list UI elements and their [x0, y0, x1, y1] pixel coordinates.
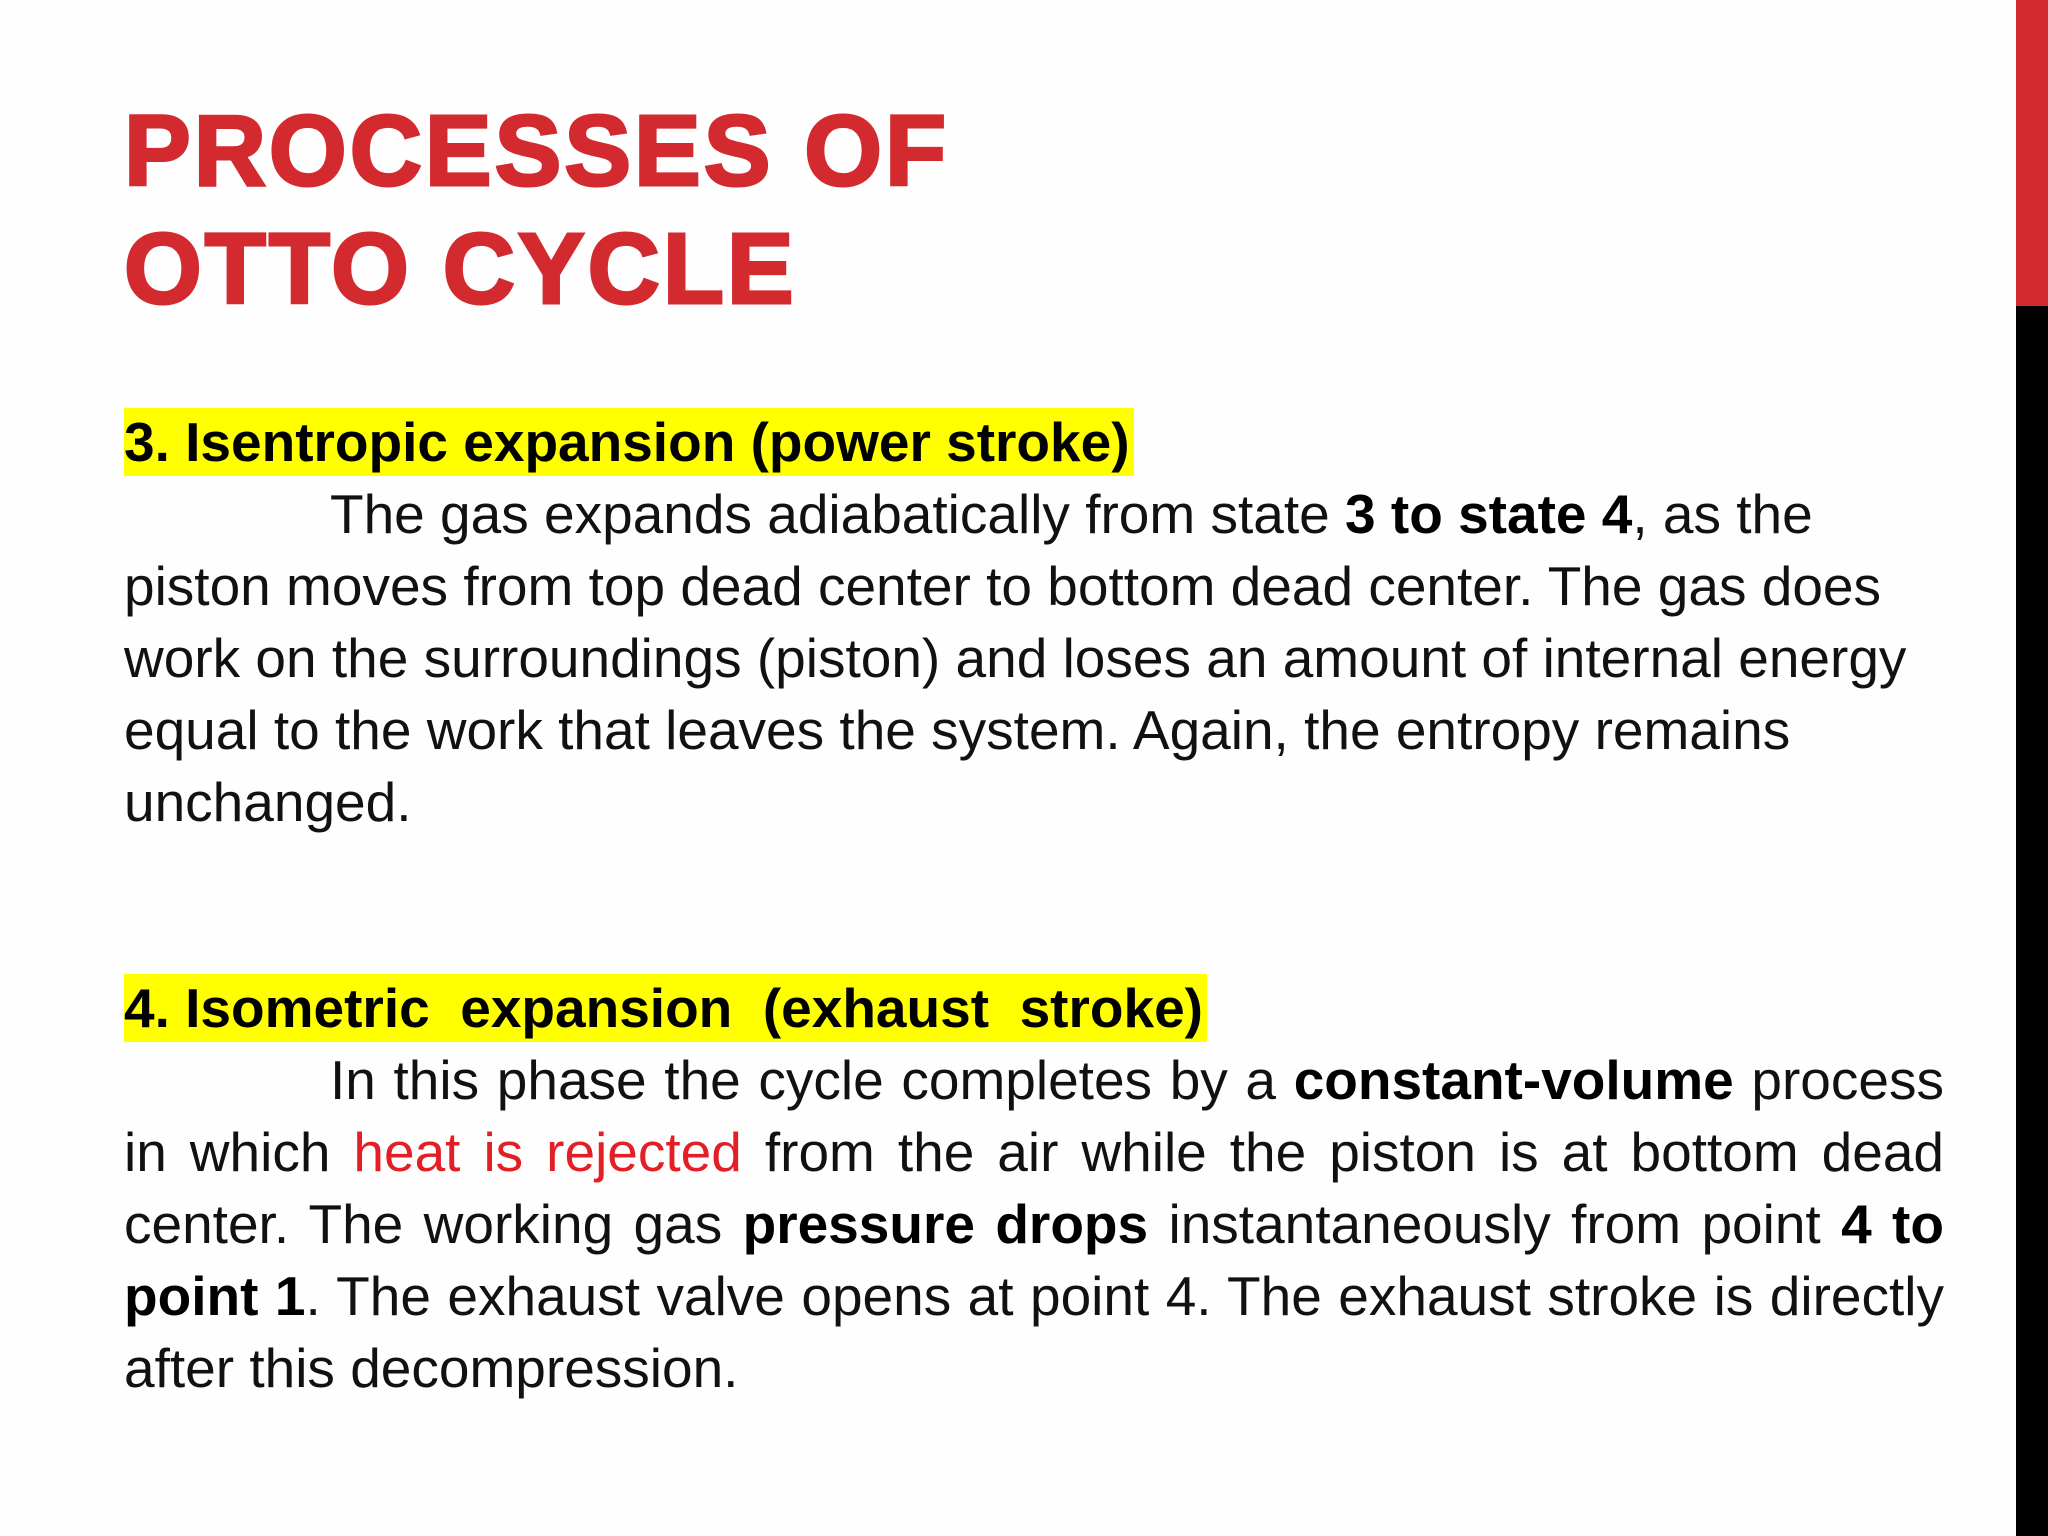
paragraph-bold-text: pressure drops: [742, 1193, 1149, 1255]
paragraph-text: , as the piston moves from top dead center to bottom dead center. The gas does work on the surroundings (piston) and loses an amount of internal energy equal to the work that leaves the system. Again, the entropy remains unchanged.: [124, 483, 1907, 833]
paragraph-text: The gas expands adiabatically from state: [330, 483, 1346, 545]
section-paragraph: [124, 1044, 1944, 1404]
section-heading: 3. Isentropic expansion (power stroke): [124, 408, 1134, 476]
paragraph-bold-text: 4 to point 1: [124, 1193, 1944, 1327]
section-paragraph: [124, 478, 1944, 838]
accent-bar-red: [2016, 0, 2048, 306]
paragraph-text: instantaneously from point: [1148, 1193, 1842, 1255]
section-isentropic-expansion: [124, 406, 1944, 838]
paragraph-text: . The exhaust valve opens at point 4. The exhaust stroke is directly after this decompression.: [124, 1265, 1944, 1399]
paragraph-text: process in which: [124, 1049, 1944, 1183]
section-isometric-expansion: [124, 972, 1944, 1404]
paragraph-text: from the air while the piston is at bottom dead center. The working gas: [124, 1121, 1945, 1255]
paragraph-bold-text: constant-volume: [1293, 1049, 1734, 1111]
title-line-2: OTTO CYCLE: [124, 213, 797, 325]
section-heading: 4. Isometric expansion (exhaust stroke): [124, 974, 1207, 1042]
accent-bar-black: [2016, 306, 2048, 1536]
title-line-1: PROCESSES OF: [124, 95, 950, 207]
paragraph-red-text: heat is rejected: [353, 1121, 742, 1183]
slide-title: [124, 92, 1224, 328]
paragraph-text: In this phase the cycle completes by a: [330, 1049, 1294, 1111]
paragraph-bold-text: 3 to state 4: [1345, 483, 1633, 545]
